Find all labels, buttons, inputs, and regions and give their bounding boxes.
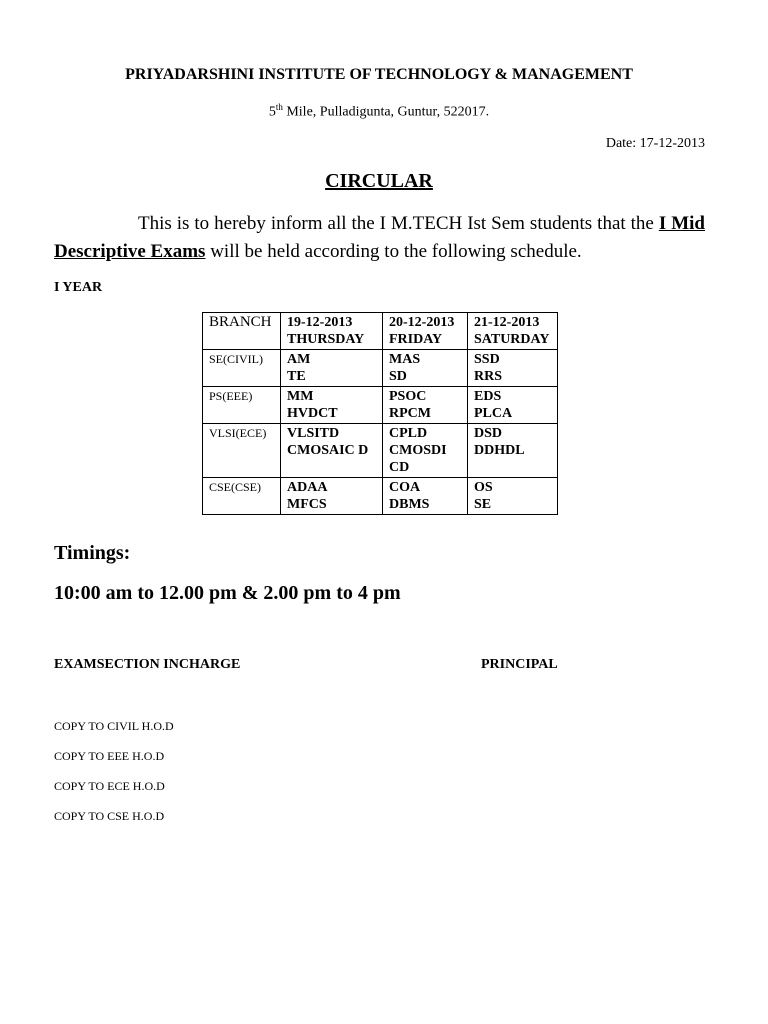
- body-text-after: will be held according to the following schedule.: [205, 241, 582, 262]
- branch-header: BRANCH: [203, 313, 281, 350]
- subject-cell: VLSITD CMOSAIC D: [281, 424, 383, 478]
- exam-schedule-table: [202, 312, 558, 515]
- table-row: [203, 478, 558, 515]
- institute-address: [0, 102, 758, 121]
- subject-cell: PSOC RPCM: [383, 387, 468, 424]
- copy-to-line: COPY TO EEE H.O.D: [54, 749, 165, 763]
- address-suffix: th: [275, 102, 283, 112]
- day-header: 21-12-2013 SATURDAY: [468, 313, 558, 350]
- copy-to-line: COPY TO CSE H.O.D: [54, 809, 165, 823]
- timings-value: 10:00 am to 12.00 pm & 2.00 pm to 4 pm: [54, 582, 401, 604]
- subject-cell: CPLD CMOSDI CD: [383, 424, 468, 478]
- body-text-before: This is to hereby inform all the I M.TECH Ist Sem students that the: [138, 213, 659, 234]
- subject-cell: EDS PLCA: [468, 387, 558, 424]
- body-emphasis: I Mid Descriptive Exams: [54, 213, 705, 262]
- table-row: [203, 424, 558, 478]
- address-number: 5: [268, 104, 276, 120]
- signature-exam-incharge: EXAMSECTION INCHARGE: [54, 657, 241, 672]
- table-row: [203, 350, 558, 387]
- subject-cell: ADAA MFCS: [281, 478, 383, 515]
- branch-cell: SE(CIVIL): [203, 350, 281, 387]
- circular-date: Date: 17-12-2013: [605, 136, 705, 151]
- timings-heading: Timings:: [54, 542, 131, 564]
- signature-principal: PRINCIPAL: [481, 657, 558, 672]
- subject-cell: SSD RRS: [468, 350, 558, 387]
- circular-body: [54, 210, 705, 266]
- copy-to-line: COPY TO ECE H.O.D: [54, 779, 165, 793]
- subject-cell: COA DBMS: [383, 478, 468, 515]
- branch-cell: VLSI(ECE): [203, 424, 281, 478]
- branch-cell: PS(EEE): [203, 387, 281, 424]
- address-text: Mile, Pulladigunta, Guntur, 522017.: [282, 104, 490, 120]
- subject-cell: MM HVDCT: [281, 387, 383, 424]
- subject-cell: AM TE: [281, 350, 383, 387]
- circular-title: CIRCULAR: [325, 170, 433, 192]
- subject-cell: DSD DDHDL: [468, 424, 558, 478]
- branch-cell: CSE(CSE): [203, 478, 281, 515]
- copy-to-line: COPY TO CIVIL H.O.D: [54, 719, 174, 733]
- day-header: 19-12-2013 THURSDAY: [281, 313, 383, 350]
- subject-cell: OS SE: [468, 478, 558, 515]
- institute-name: PRIYADARSHINI INSTITUTE OF TECHNOLOGY & MANAGEMENT: [125, 66, 633, 83]
- table-row: [203, 387, 558, 424]
- subject-cell: MAS SD: [383, 350, 468, 387]
- table-header-row: [203, 313, 558, 350]
- day-header: 20-12-2013 FRIDAY: [383, 313, 468, 350]
- year-label: I YEAR: [54, 280, 103, 295]
